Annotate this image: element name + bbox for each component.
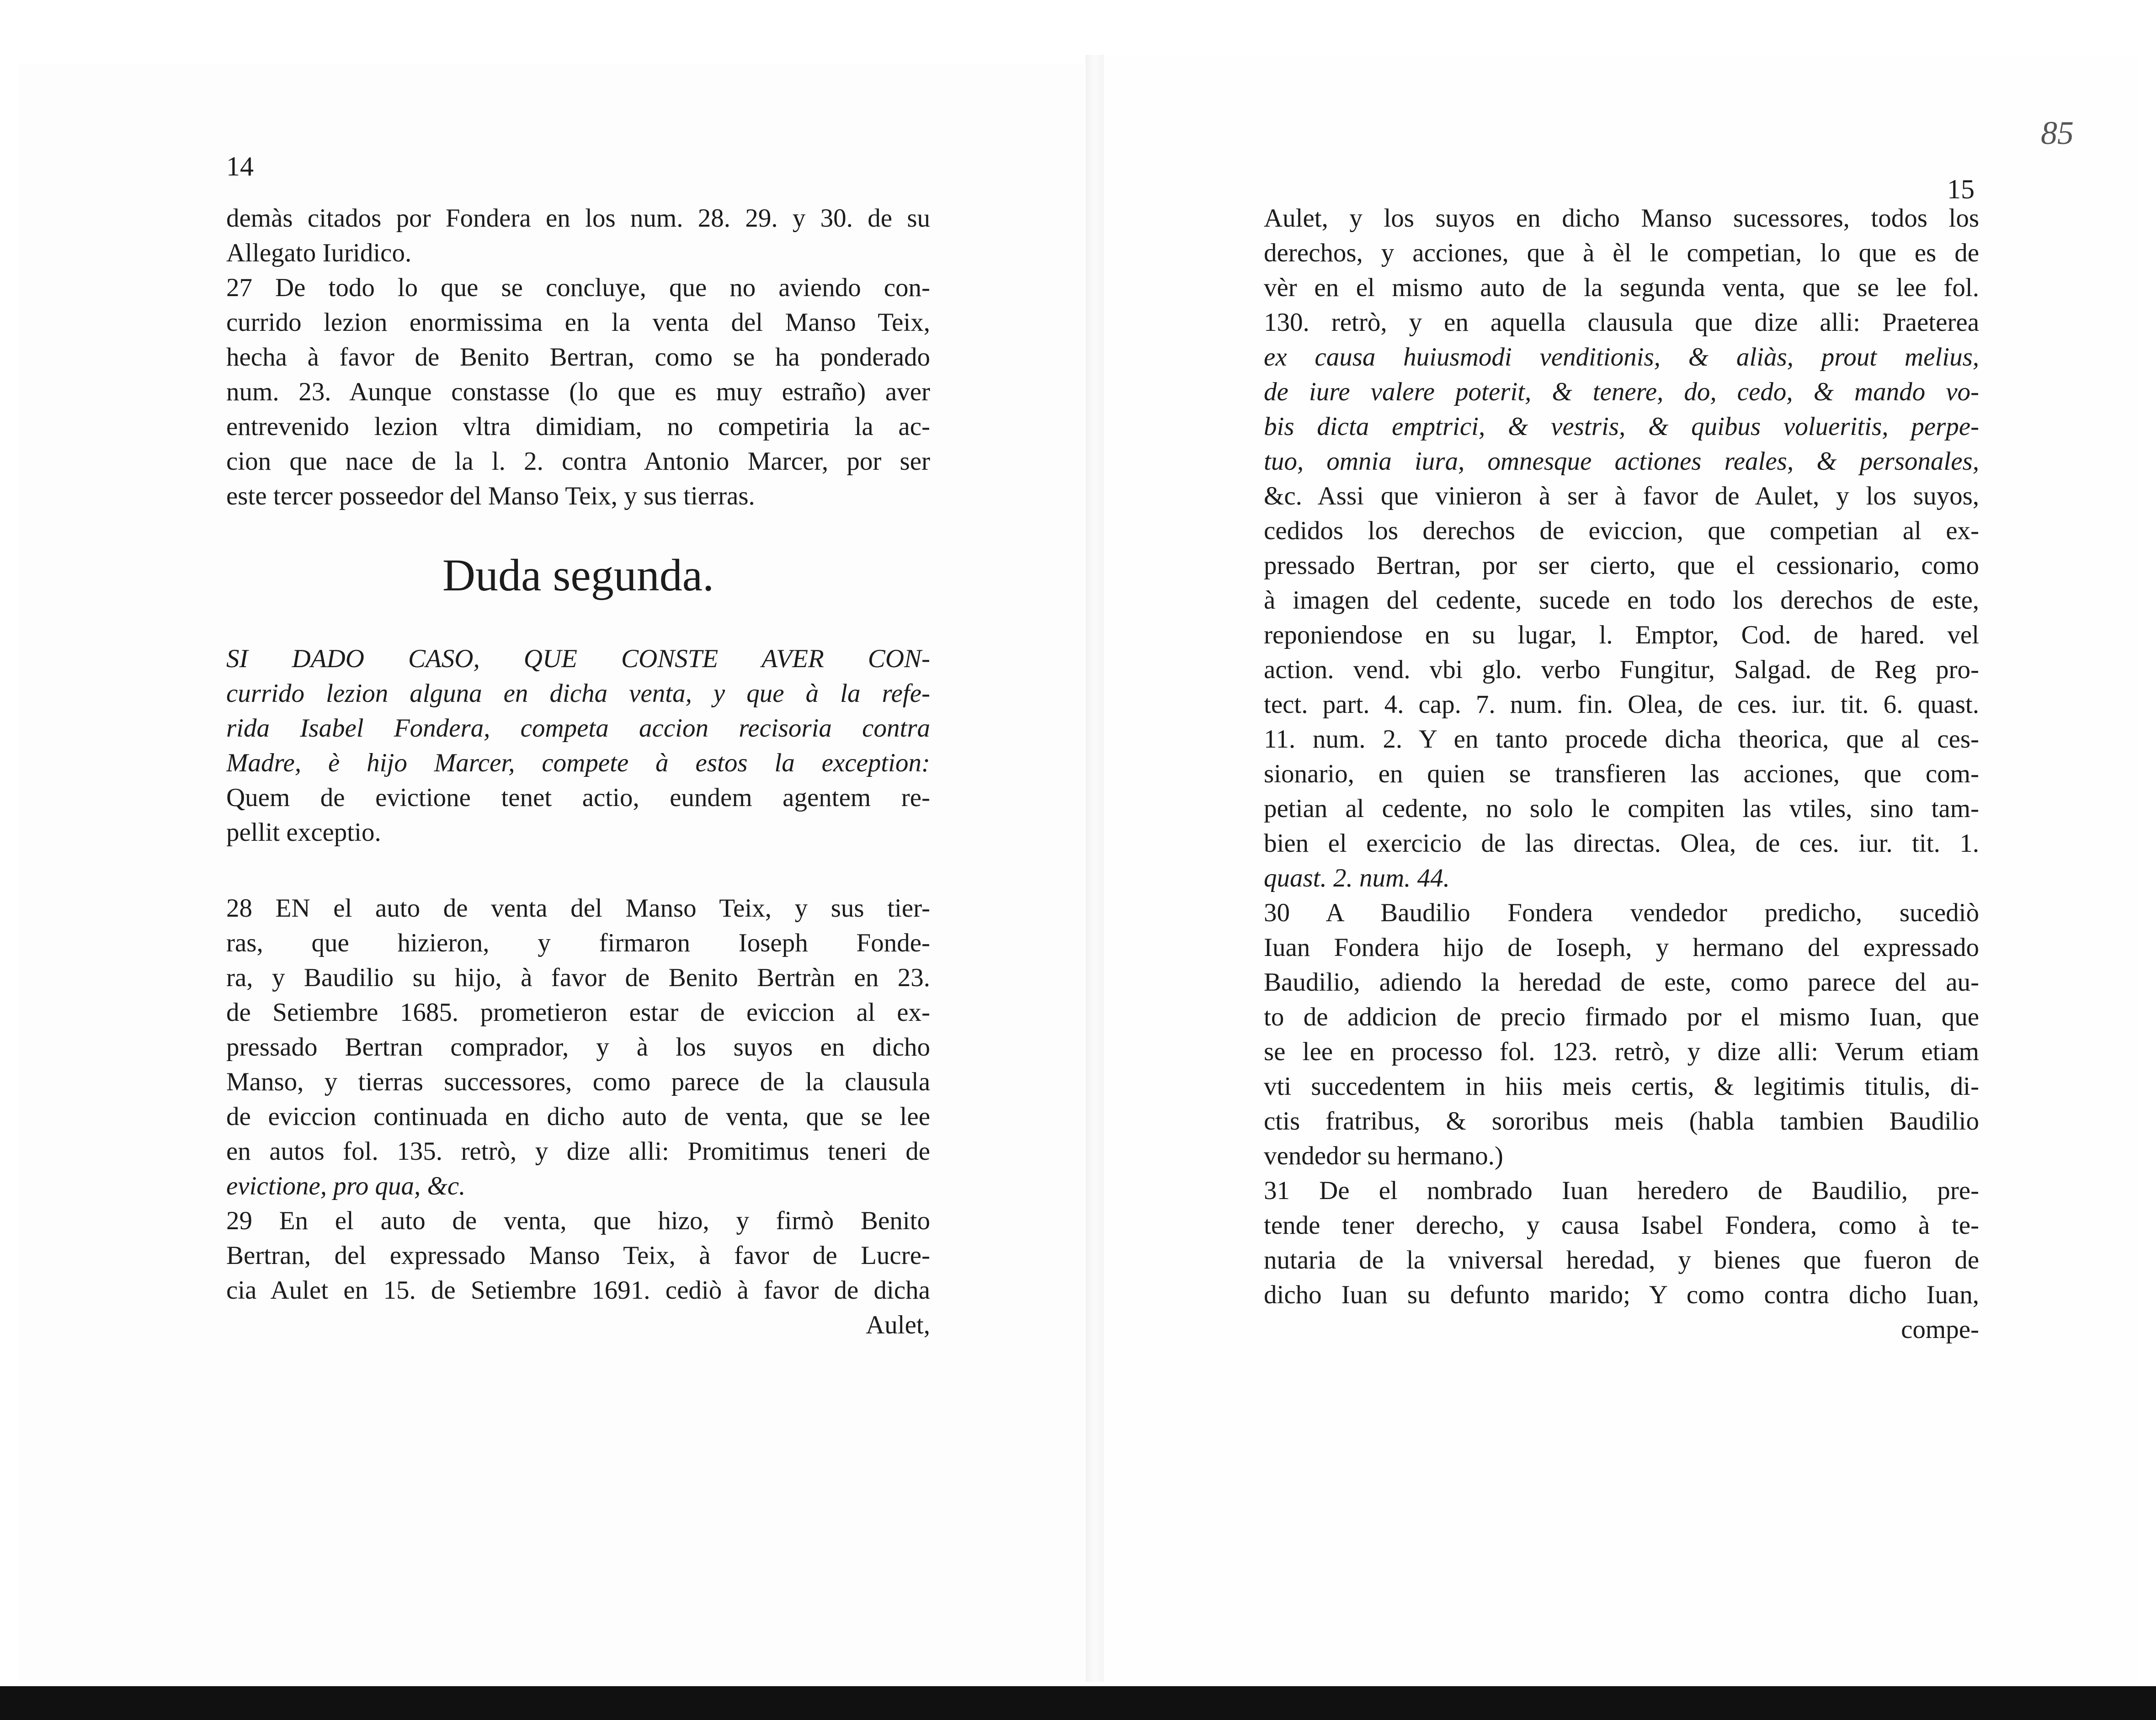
- text-line: tect. part. 4. cap. 7. num. fin. Olea, de ces. iur. tit. 6. quast.: [1264, 690, 1979, 719]
- text-line: Manso, y tierras successores, como parece de la clausula: [226, 1067, 930, 1096]
- text-line: 11. num. 2. Y en tanto procede dicha theorica, que al ces-: [1264, 725, 1979, 754]
- text-line: à imagen del cedente, sucede en todo los derechos de este,: [1264, 586, 1979, 615]
- text-line: reponiendose en su lugar, l. Emptor, Cod. de hared. vel: [1264, 621, 1979, 649]
- text-line: Aulet, y los suyos en dicho Manso sucessores, todos los: [1264, 204, 1979, 233]
- text-line: 27 De todo lo que se concluye, que no aviendo con-: [226, 273, 930, 302]
- section-heading: Duda segunda.: [442, 550, 714, 600]
- left-text-column: [226, 201, 930, 1343]
- text-line: cion que nace de la l. 2. contra Antonio Marcer, por ser: [226, 447, 930, 476]
- text-line: to de addicion de precio firmado por el mismo Iuan, que: [1264, 1003, 1979, 1031]
- text-line: ex causa huiusmodi venditionis, & aliàs, prout melius,: [1264, 343, 1979, 372]
- text-line: sionario, en quien se transfieren las acciones, que com-: [1264, 759, 1979, 788]
- text-line: de eviccion continuada en dicho auto de venta, que se lee: [226, 1102, 930, 1131]
- right-text-column: [1264, 201, 1979, 1347]
- text-line: 31 De el nombrado Iuan heredero de Baudilio, pre-: [1264, 1176, 1979, 1205]
- text-line: nutaria de la vniversal heredad, y bienes que fueron de: [1264, 1246, 1979, 1274]
- text-line: quast. 2. num. 44.: [1264, 864, 1450, 892]
- text-line: Baudilio, adiendo la heredad de este, como parece del au-: [1264, 968, 1979, 997]
- text-line: este tercer posseedor del Manso Teix, y sus tierras.: [226, 482, 755, 510]
- text-line: vti succedentem in hiis meis certis, & legitimis titulis, di-: [1264, 1072, 1979, 1101]
- text-line: bis dicta emptrici, & vestris, & quibus volueritis, perpe-: [1264, 412, 1979, 441]
- question-line: SI DADO CASO, QUE CONSTE AVER CON-: [226, 644, 930, 673]
- question-line: pellit exceptio.: [226, 818, 381, 847]
- text-line: cia Aulet en 15. de Setiembre 1691. cediò à favor de dicha: [226, 1276, 930, 1305]
- text-line: 29 En el auto de venta, que hizo, y firmò Benito: [226, 1206, 930, 1235]
- text-line: evictione, pro qua, &c.: [226, 1172, 466, 1200]
- text-line: ra, y Baudilio su hijo, à favor de Benito Bertràn en 23.: [226, 963, 930, 992]
- text-line: action. vend. vbi glo. verbo Fungitur, Salgad. de Reg pro-: [1264, 655, 1979, 684]
- text-line: pressado Bertran comprador, y à los suyos en dicho: [226, 1033, 930, 1062]
- question-line: Quem de evictione tenet actio, eundem agentem re-: [226, 783, 930, 812]
- text-line: tende tener derecho, y causa Isabel Fondera, como à te-: [1264, 1211, 1979, 1240]
- text-line: ctis fratribus, & sororibus meis (habla tambien Baudilio: [1264, 1107, 1979, 1136]
- text-line: Iuan Fondera hijo de Ioseph, y hermano del expressado: [1264, 933, 1979, 962]
- text-line: de iure valere poterit, & tenere, do, cedo, & mando vo-: [1264, 377, 1979, 406]
- text-line: demàs citados por Fondera en los num. 28. 29. y 30. de su: [226, 204, 930, 233]
- left-page-number: 14: [226, 151, 254, 181]
- question-line: rida Isabel Fondera, competa accion recisoria contra: [226, 714, 930, 743]
- right-page-number: 15: [1947, 174, 1975, 204]
- text-line: hecha à favor de Benito Bertran, como se ha ponderado: [226, 343, 930, 372]
- text-line: vendedor su hermano.): [1264, 1141, 1503, 1170]
- text-line: ras, que hizieron, y firmaron Ioseph Fonde-: [226, 929, 930, 957]
- book-gutter: [1086, 55, 1104, 1682]
- text-line: Allegato Iuridico.: [226, 239, 412, 267]
- handwritten-folio-number: 85: [2041, 115, 2074, 151]
- text-line: entrevenido lezion vltra dimidiam, no competiria la ac-: [226, 412, 930, 441]
- text-line: Bertran, del expressado Manso Teix, à favor de Lucre-: [226, 1241, 930, 1270]
- text-line: &c. Assi que vinieron à ser à favor de Aulet, y los suyos,: [1264, 482, 1979, 510]
- text-line: vèr en el mismo auto de la segunda venta, que se lee fol.: [1264, 273, 1979, 302]
- text-line: 30 A Baudilio Fondera vendedor predicho, sucediò: [1264, 898, 1979, 927]
- text-line: se lee en processo fol. 123. retrò, y dize alli: Verum etiam: [1264, 1037, 1979, 1066]
- text-line: en autos fol. 135. retrò, y dize alli: Promitimus teneri de: [226, 1137, 930, 1166]
- text-line: 28 EN el auto de venta del Manso Teix, y sus tier-: [226, 894, 930, 923]
- text-line: petian al cedente, no solo le compiten las vtiles, sino tam-: [1264, 794, 1979, 823]
- text-line: dicho Iuan su defunto marido; Y como contra dicho Iuan,: [1264, 1280, 1979, 1309]
- text-line: cedidos los derechos de eviccion, que competian al ex-: [1264, 516, 1979, 545]
- text-line: currido lezion enormissima en la venta del Manso Teix,: [226, 308, 930, 337]
- question-line: currido lezion alguna en dicha venta, y que à la refe-: [226, 679, 930, 708]
- catchword: compe-: [1901, 1315, 1979, 1344]
- text-line: de Setiembre 1685. prometieron estar de eviccion al ex-: [226, 998, 930, 1027]
- catchword: Aulet,: [866, 1311, 930, 1339]
- scan-edge: [0, 1686, 2156, 1720]
- text-line: pressado Bertran, por ser cierto, que el cessionario, como: [1264, 551, 1979, 580]
- text-line: tuo, omnia iura, omnesque actiones reales, & personales,: [1264, 447, 1979, 476]
- text-line: bien el exercicio de las directas. Olea, de ces. iur. tit. 1.: [1264, 829, 1979, 858]
- text-line: derechos, y acciones, que à èl le competian, lo que es de: [1264, 239, 1979, 267]
- text-line: num. 23. Aunque constasse (lo que es muy estraño) aver: [226, 377, 930, 406]
- question-line: Madre, è hijo Marcer, compete à estos la exception:: [226, 749, 930, 777]
- text-line: 130. retrò, y en aquella clausula que dize alli: Praeterea: [1264, 308, 1979, 337]
